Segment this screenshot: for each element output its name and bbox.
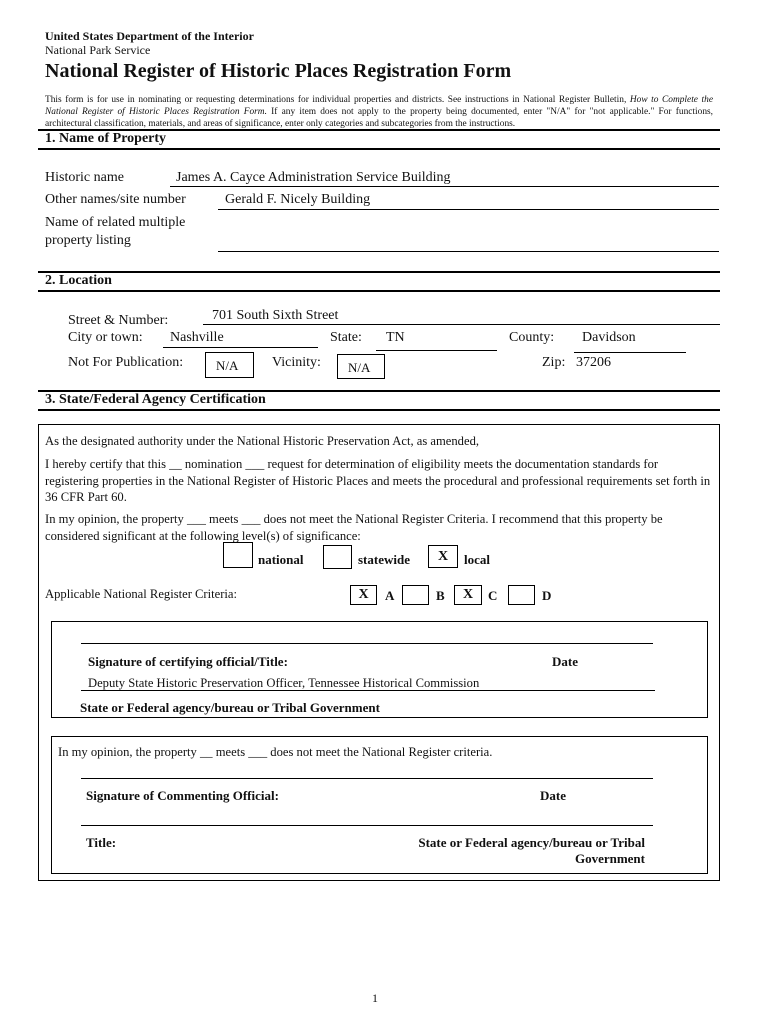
vicinity-field[interactable]: N/A <box>337 354 385 379</box>
national-checkbox[interactable] <box>223 542 253 568</box>
criterion-a-checkbox[interactable]: X <box>350 585 377 605</box>
title-line[interactable] <box>81 825 653 826</box>
signature-line[interactable] <box>81 643 653 644</box>
state-label: State: <box>330 330 362 345</box>
section1-heading: 1. Name of Property <box>45 131 167 146</box>
form-title: National Register of Historic Places Registration Form <box>45 60 512 82</box>
local-label: local <box>464 552 490 567</box>
criterion-d-label: D <box>542 588 552 603</box>
field-underline <box>218 209 719 210</box>
official-title[interactable]: Deputy State Historic Preservation Officer, Tennessee Historical Commission <box>88 676 480 690</box>
section-rule <box>38 271 720 273</box>
agency-label-2: State or Federal agency/bureau or Tribal Government <box>418 835 645 866</box>
field-underline <box>218 251 719 252</box>
statewide-label: statewide <box>358 552 410 567</box>
multiple-property-field[interactable] <box>222 232 717 250</box>
city-field[interactable]: Nashville <box>170 330 224 345</box>
field-underline <box>376 350 497 351</box>
intro-text: This form is for use in nominating or requesting determinations for individual properties and districts. See instructions in National Register Bulletin, How to Complete the National Register of Historic Places Registration Form. If any item does not apply to the property being documented, enter "N/A" for "not applicable." For functions, architectural classification, materials, and areas of significance, enter only categories and subcategories from the instructions. <box>45 95 713 129</box>
field-underline <box>170 186 719 187</box>
agency-label: State or Federal agency/bureau or Tribal Government <box>80 700 380 715</box>
zip-label: Zip: <box>542 355 566 370</box>
comment-opinion-text: In my opinion, the property __ meets ___ does not meet the National Register criteria. <box>58 745 493 759</box>
section-rule <box>38 290 720 292</box>
street-field[interactable]: 701 South Sixth Street <box>212 308 339 323</box>
certify-text: I hereby certify that this __ nomination ___ request for determination of eligibility meets the documentation standards for registering properties in the National Register of Historic Places and meets the procedural and professional requirements set forth in 36 CFR Part 60. <box>45 457 711 504</box>
signature-label: Signature of certifying official/Title: <box>88 654 288 669</box>
title-line <box>81 690 655 691</box>
other-names-label: Other names/site number <box>45 192 186 207</box>
criterion-b-label: B <box>436 588 445 603</box>
section3-heading: 3. State/Federal Agency Certification <box>45 392 266 407</box>
title-label: Title: <box>86 835 117 850</box>
criterion-c-checkbox[interactable]: X <box>454 585 482 605</box>
criterion-c-label: C <box>488 588 498 603</box>
zip-field[interactable]: 37206 <box>576 355 611 370</box>
county-label: County: <box>509 330 555 345</box>
statewide-checkbox[interactable] <box>323 545 352 569</box>
field-underline <box>203 324 720 325</box>
not-for-publication-label: Not For Publication: <box>68 355 184 370</box>
authority-text: As the designated authority under the National Historic Preservation Act, as amended, <box>45 434 480 448</box>
section-rule <box>38 148 720 150</box>
field-underline <box>163 347 318 348</box>
national-label: national <box>258 552 304 567</box>
commenting-date-label: Date <box>540 788 566 803</box>
historic-name-label: Historic name <box>45 170 124 185</box>
commenting-label: Signature of Commenting Official: <box>86 788 279 803</box>
section-rule <box>38 409 720 411</box>
page-number: 1 <box>372 991 378 1005</box>
not-for-publication-field[interactable]: N/A <box>205 352 254 378</box>
criterion-a-label: A <box>385 588 395 603</box>
local-checkbox[interactable]: X <box>428 545 458 568</box>
county-field[interactable]: Davidson <box>582 330 636 345</box>
vicinity-label: Vicinity: <box>272 355 321 370</box>
section2-heading: 2. Location <box>45 273 112 288</box>
street-label: Street & Number: <box>68 313 169 328</box>
state-field[interactable]: TN <box>386 330 405 345</box>
criterion-d-checkbox[interactable] <box>508 585 535 605</box>
city-label: City or town: <box>68 330 143 345</box>
service-name: National Park Service <box>45 43 151 57</box>
date-label: Date <box>552 654 578 669</box>
agency-name: United States Department of the Interior <box>45 29 254 43</box>
opinion-text: In my opinion, the property ___ meets ___ does not meet the National Register Criteria. I recommend that this property be considered significant at the following level(s) of significance: <box>45 512 663 543</box>
criteria-label: Applicable National Register Criteria: <box>45 587 237 601</box>
multiple-property-label-1: Name of related multiple <box>45 215 186 230</box>
multiple-property-label-2: property listing <box>45 233 131 248</box>
signature-line[interactable] <box>81 778 653 779</box>
other-names-field[interactable]: Gerald F. Nicely Building <box>225 192 371 207</box>
historic-name-field[interactable]: James A. Cayce Administration Service Building <box>176 170 451 185</box>
criterion-b-checkbox[interactable] <box>402 585 429 605</box>
field-underline <box>574 352 686 353</box>
